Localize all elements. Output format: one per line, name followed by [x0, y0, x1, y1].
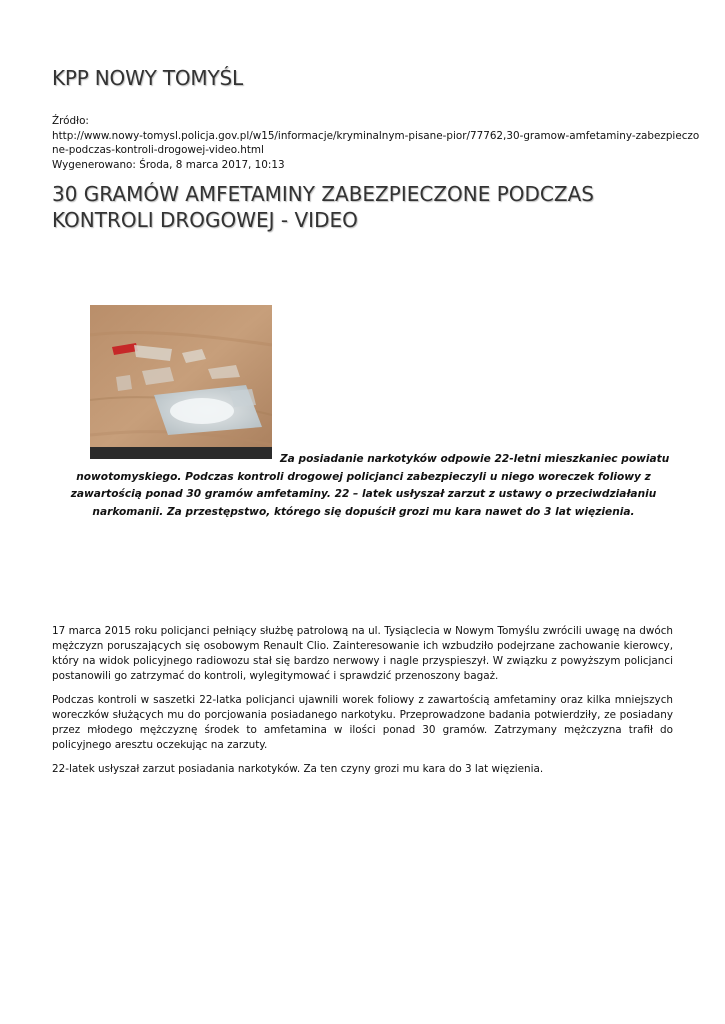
site-title: KPP NOWY TOMYŚL: [52, 66, 243, 90]
evidence-photo-image: [90, 305, 272, 459]
paragraph: 22-latek usłyszał zarzut posiadania narkotyków. Za ten czyny grozi mu kara do 3 lat więzienia.: [52, 763, 544, 775]
article-body: [52, 624, 673, 786]
paragraph: Podczas kontroli w saszetki 22-latka policjanci ujawnili worek foliowy z zawartością amfetaminy oraz kilka mniejszych woreczków służących mu do porcjowania posiadanego narkotyku. Przeprowadzone badania potwierdziły, ze posiadany przez młodego mężczyznę środek to amfetamina w ilości ponad 30 gramów. Zatrzymany mężczyzna trafił do policyjnego aresztu oczekując na zarzuty.: [52, 694, 673, 751]
generated-date: Wygenerowano: Środa, 8 marca 2017, 10:13: [52, 158, 285, 171]
article-title: 30 GRAMÓW AMFETAMINY ZABEZPIECZONE PODCZAS KONTROLI DROGOWEJ - VIDEO: [52, 182, 594, 232]
lead-line1: Za posiadanie narkotyków odpowie 22-letni mieszkaniec powiatu: [280, 453, 670, 465]
paragraph: 17 marca 2015 roku policjanci pełniący służbę patrolową na ul. Tysiąclecia w Nowym Tomyślu zwrócili uwagę na dwóch mężczyzn poruszających się osobowym Renault Clio. Zainteresowanie ich wzbudziło podejrzane zachowanie kierowcy, który na widok policyjnego radiowozu stał się bardzo nerwowy i nagle przyspieszył. W związku z powyższym policjanci postanowili go zatrzymać do kontroli, wylegitymować i sprawdzić przenoszony bagaż.: [52, 625, 673, 682]
source-url-line2[interactable]: ne-podczas-kontroli-drogowej-video.html: [52, 144, 264, 156]
source-url-line1[interactable]: http://www.nowy-tomysl.policja.gov.pl/w15/informacje/kryminalnym-pisane-pior/77762,30-gramow-amfetaminy-zabezpieczo: [52, 129, 700, 142]
lead-rest: nowotomyskiego. Podczas kontroli drogowej policjanci zabezpieczyli u niego woreczek foliowy z zawartością ponad 30 gramów amfetaminy. 22 – latek usłyszał zarzut z ustawy o przeciwdziałaniu narkomanii. Za przestępstwo, którego się dopuścił grozi mu kara nawet do 3 lat więzienia.: [70, 470, 657, 518]
source-label: Źródło:: [52, 115, 89, 127]
evidence-photo: [90, 305, 272, 459]
article-lead: [52, 451, 675, 521]
source-meta: [52, 114, 700, 172]
